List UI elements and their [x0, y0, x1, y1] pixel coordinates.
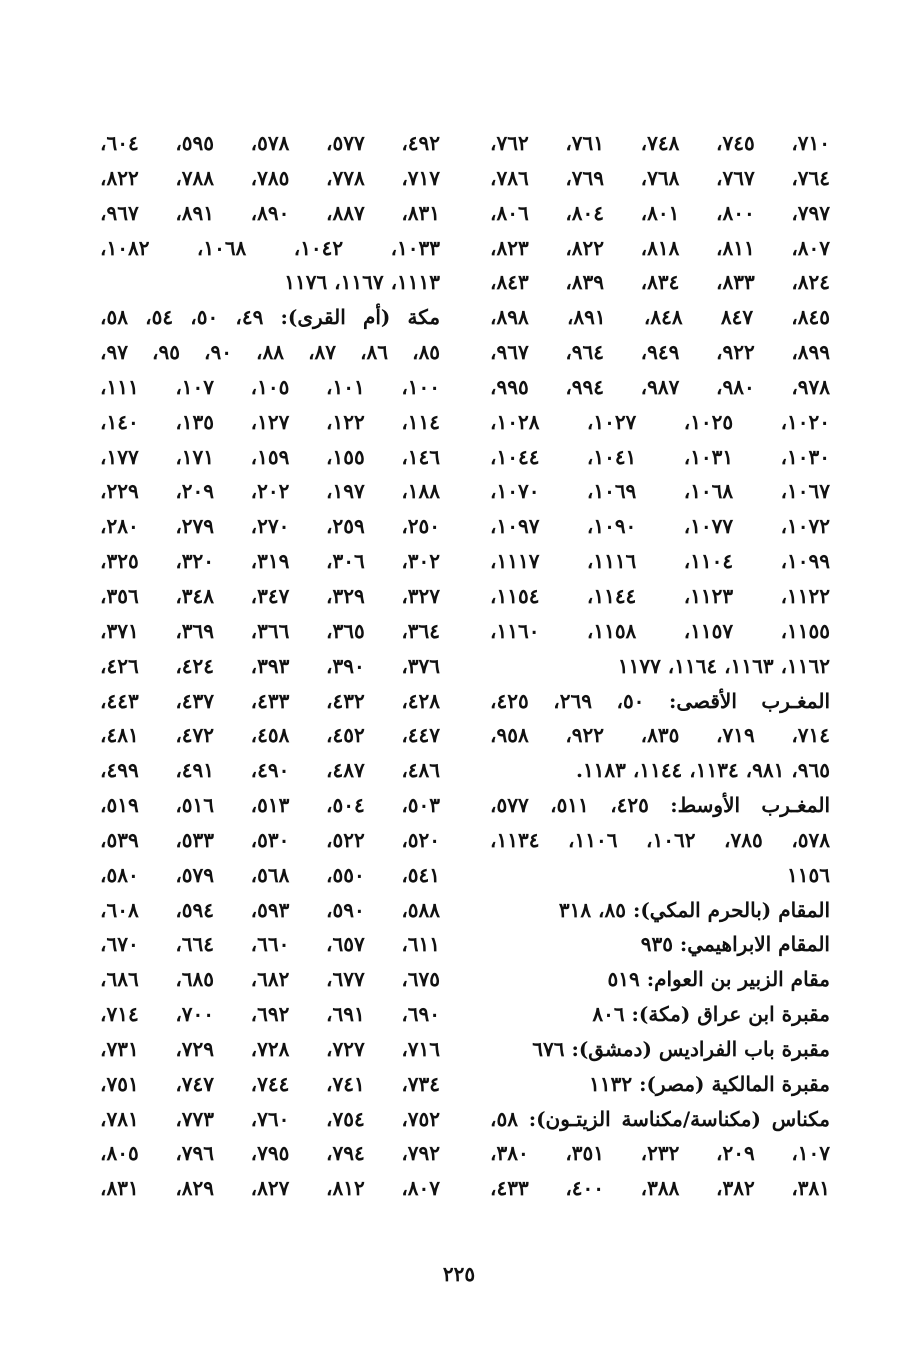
index-line: ٧٩٧، ٨٠٠، ٨٠١، ٨٠٤، ٨٠٦، [490, 200, 830, 225]
index-line: ١٠٩٩، ١١٠٤، ١١١٦، ١١١٧، [490, 549, 830, 574]
index-line: ٨٢٤، ٨٣٣، ٨٣٤، ٨٣٩، ٨٤٣، [490, 270, 830, 295]
index-line: ٩٧٨، ٩٨٠، ٩٨٧، ٩٩٤، ٩٩٥، [490, 374, 830, 399]
index-line: ٦٩٠، ٦٩١، ٦٩٢، ٧٠٠، ٧١٤، [100, 1002, 440, 1027]
index-line: المغـرب الأقصى: ٥٠، ٢٦٩، ٤٢٥، [490, 688, 830, 713]
index-line: ٣٧٦، ٣٩٠، ٣٩٣، ٤٢٤، ٤٢٦، [100, 653, 440, 678]
index-line: ١١٤، ١٢٢، ١٢٧، ١٣٥، ١٤٠، [100, 409, 440, 434]
index-line: ١٠٢٠، ١٠٢٥، ١٠٢٧، ١٠٢٨، [490, 409, 830, 434]
index-line: ٣٢٧، ٣٢٩، ٣٤٧، ٣٤٨، ٣٥٦، [100, 583, 440, 608]
index-line: ٨٤٥، ٨٤٧ ٨٤٨، ٨٩١، ٨٩٨، [490, 305, 830, 330]
index-line: المغـرب الأوسط: ٤٢٥، ٥١١، ٥٧٧، [490, 793, 830, 818]
index-line: ٦١١، ٦٥٧، ٦٦٠، ٦٦٤، ٦٧٠، [100, 932, 440, 957]
index-line: ١٠٣٣، ١٠٤٢، ١٠٦٨، ١٠٨٢، [100, 235, 440, 260]
index-line: ١١٢٢، ١١٢٣، ١١٤٤، ١١٥٤، [490, 583, 830, 608]
index-line: ١٠٧، ٢٠٩، ٢٣٢، ٣٥١، ٣٨٠، [490, 1141, 830, 1166]
index-line: ٨٩٩، ٩٢٢، ٩٤٩، ٩٦٤، ٩٦٧، [490, 340, 830, 365]
index-column-right [490, 126, 830, 1206]
index-line: ١٠٠، ١٠١، ١٠٥، ١٠٧، ١١١، [100, 374, 440, 399]
index-line: ٧١٦، ٧٢٧، ٧٢٨، ٧٢٩، ٧٣١، [100, 1036, 440, 1061]
index-line: ٧٥٢، ٧٥٤، ٧٦٠، ٧٧٣، ٧٨١، [100, 1106, 440, 1131]
index-line: ٧٣٤، ٧٤١، ٧٤٤، ٧٤٧، ٧٥١، [100, 1071, 440, 1096]
index-line: ١٠٦٧، ١٠٦٨، ١٠٦٩، ١٠٧٠، [490, 479, 830, 504]
index-line: ٥٠٣، ٥٠٤، ٥١٣، ٥١٦، ٥١٩، [100, 793, 440, 818]
index-line: مقبرة باب الفراديس (دمشق): ٦٧٦ [532, 1036, 830, 1061]
index-line: ٩٦٥، ٩٨١، ١١٣٤، ١١٤٤، ١١٨٣. [575, 758, 830, 783]
index-line: ٥٢٠، ٥٢٢، ٥٣٠، ٥٣٣، ٥٣٩، [100, 827, 440, 852]
index-line: مقبرة المالكية (مصر): ١١٣٢ [589, 1071, 830, 1096]
index-line: ١١٥٥، ١١٥٧، ١١٥٨، ١١٦٠، [490, 618, 830, 643]
index-line: ٨٠٧، ٨١٢، ٨٢٧، ٨٢٩، ٨٣١، [100, 1176, 440, 1201]
index-line: ٣٨١، ٣٨٢، ٣٨٨، ٤٠٠، ٤٣٣، [490, 1176, 830, 1201]
index-line: ١٨٨، ١٩٧، ٢٠٢، ٢٠٩، ٢٢٩، [100, 479, 440, 504]
index-line: ١١١٣، ١١٦٧، ١١٧٦ [284, 270, 440, 295]
index-line: ١١٥٦ [787, 862, 830, 887]
index-line: المقام الابراهيمي: ٩٣٥ [640, 932, 830, 957]
index-line: ٨٣١، ٨٨٧، ٨٩٠، ٨٩١، ٩٦٧، [100, 200, 440, 225]
index-line: ١١٦٢، ١١٦٣، ١١٦٤، ١١٧٧ [617, 653, 830, 678]
index-line: مكناس (مكناسة/مكناسة الزيتـون): ٥٨، [490, 1106, 830, 1131]
index-line: ٤٨٦، ٤٨٧، ٤٩٠، ٤٩١، ٤٩٩، [100, 758, 440, 783]
index-line: مقام الزبير بن العوام: ٥١٩ [607, 967, 830, 992]
index-line: المقام (بالحرم المكي): ٨٥، ٣١٨ [558, 897, 830, 922]
index-line: ٧٩٢، ٧٩٤، ٧٩٥، ٧٩٦، ٨٠٥، [100, 1141, 440, 1166]
index-line: ١٠٧٢، ١٠٧٧، ١٠٩٠، ١٠٩٧، [490, 514, 830, 539]
index-line: ٧١٠، ٧٤٥، ٧٤٨، ٧٦١، ٧٦٢، [490, 131, 830, 155]
index-line: ٤٢٨، ٤٣٢، ٤٣٣، ٤٣٧، ٤٤٣، [100, 688, 440, 713]
index-line: ٧١٤، ٧١٩، ٨٣٥، ٩٢٢، ٩٥٨، [490, 723, 830, 748]
index-line: ٣٦٤، ٣٦٥، ٣٦٦، ٣٦٩، ٣٧١، [100, 618, 440, 643]
index-line: ٨٥، ٨٦، ٨٧، ٨٨، ٩٠، ٩٥، ٩٧، [100, 340, 440, 365]
index-line: ٢٥٠، ٢٥٩، ٢٧٠، ٢٧٩، ٢٨٠، [100, 514, 440, 539]
index-line: ٧١٧، ٧٧٨، ٧٨٥، ٧٨٨، ٨٢٢، [100, 165, 440, 190]
index-line: ٤٩٢، ٥٧٧، ٥٧٨، ٥٩٥، ٦٠٤، [100, 131, 440, 155]
index-line: ٧٦٤، ٧٦٧، ٧٦٨، ٧٦٩، ٧٨٦، [490, 165, 830, 190]
index-column-left [100, 126, 440, 1206]
index-line: ٥٧٨، ٧٨٥، ١٠٦٢، ١١٠٦، ١١٣٤، [490, 827, 830, 852]
index-line: ٣٠٢، ٣٠٦، ٣١٩، ٣٢٠، ٣٢٥، [100, 549, 440, 574]
index-line: ٦٧٥، ٦٧٧، ٦٨٢، ٦٨٥، ٦٨٦، [100, 967, 440, 992]
index-line: ٤٤٧، ٤٥٢، ٤٥٨، ٤٧٢، ٤٨١، [100, 723, 440, 748]
index-line: مقبرة ابن عراق (مكة): ٨٠٦ [592, 1002, 830, 1027]
page-number: ٢٢٥ [442, 1262, 476, 1286]
index-line: ٨٠٧، ٨١١، ٨١٨، ٨٢٢، ٨٢٣، [490, 235, 830, 260]
index-line: ١٠٣٠، ١٠٣١، ١٠٤١، ١٠٤٤، [490, 444, 830, 469]
index-line: ١٤٦، ١٥٥، ١٥٩، ١٧١، ١٧٧، [100, 444, 440, 469]
index-line: ٥٤١، ٥٥٠، ٥٦٨، ٥٧٩، ٥٨٠، [100, 862, 440, 887]
index-line: مكة (أم القرى): ٤٩، ٥٠، ٥٤، ٥٨، [100, 305, 440, 330]
index-line: ٥٨٨، ٥٩٠، ٥٩٣، ٥٩٤، ٦٠٨، [100, 897, 440, 922]
